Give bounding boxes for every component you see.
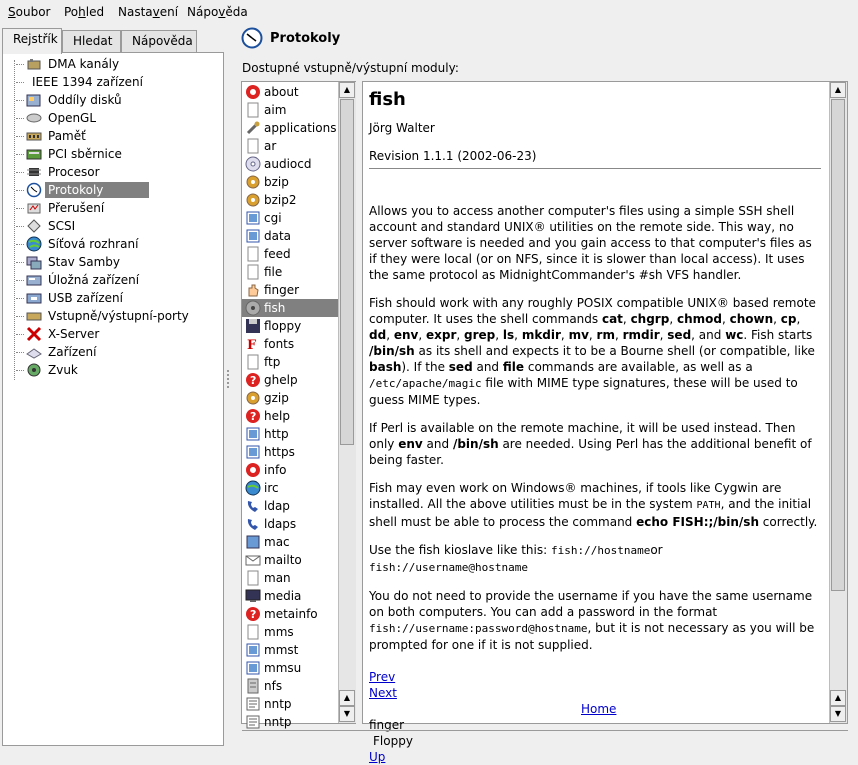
module-blue-icon [245,660,261,676]
module-gear-icon [245,174,261,190]
module-globe-icon [245,480,261,496]
module-label: feed [264,247,291,261]
tree-item-za-zen-[interactable] [2,343,222,361]
module-mac-icon [245,534,261,550]
module-item-mailto[interactable] [242,551,338,569]
tree-branch-line [16,370,24,371]
tree-item-scsi[interactable] [2,217,222,235]
opengl-icon [26,110,42,126]
module-item-media[interactable] [242,587,338,605]
shell-command: cp [780,312,797,326]
module-phone-icon [245,516,261,532]
doc-scroll-up-2[interactable]: ▲ [830,690,846,706]
tree-branch-line [16,136,24,137]
module-label: floppy [264,319,302,333]
module-label: mms [264,625,294,639]
svg-text:?: ? [250,410,257,423]
tree-item-label: Zvuk [48,363,78,377]
modules-scroll-thumb[interactable] [340,99,354,445]
module-item-bzip[interactable] [242,173,338,191]
tree-branch-line [16,226,24,227]
tree-branch-line [16,208,24,209]
module-item-https[interactable] [242,443,338,461]
tree-item-pci-sb-rnice[interactable] [2,145,222,163]
tab-hledat[interactable] [62,30,121,52]
module-font-icon [245,336,261,352]
tree-item-s-ov-rozhran-[interactable] [2,235,222,253]
module-label: cgi [264,211,282,225]
module-label: fonts [264,337,295,351]
nav-up-link[interactable]: Up [369,750,386,764]
module-label: ldap [264,499,290,513]
module-item-nfs[interactable] [242,677,338,695]
module-label: mmst [264,643,299,657]
module-label: man [264,571,291,585]
tree-item-p-eru-en-[interactable] [2,199,222,217]
module-item-man[interactable] [242,569,338,587]
module-blue-icon [245,642,261,658]
module-doc-icon [245,264,261,280]
tree-item-label: PCI sběrnice [48,147,122,161]
module-item-fonts[interactable] [242,335,338,353]
module-server-icon [245,678,261,694]
shell-command: mv [568,328,589,342]
module-news-icon [245,714,261,730]
module-label: audiocd [264,157,312,171]
module-cd-icon [245,156,261,172]
module-label: ghelp [264,373,298,387]
doc-para-1: Allows you to access another computer's files using a simple SSH shell account and standard UNIX® utilities on the remote side. This way, no server software is needed and you gain access to that computer's files as if they were local (or on NFS, since it is slower than local access). It uses the same protocol as MidnightCommander's #sh VFS handler. [369,204,812,282]
module-label: irc [264,481,279,495]
module-item-ftp[interactable] [242,353,338,371]
module-item-file[interactable] [242,263,338,281]
module-item-gzip[interactable] [242,389,338,407]
module-item-audiocd[interactable] [242,155,338,173]
module-blue-icon [245,426,261,442]
tree-item-label: Oddíly disků [48,93,122,107]
samba-icon [26,254,42,270]
tree-item-label: DMA kanály [48,57,120,71]
tree-branch-line [16,82,24,83]
tab-hledat-label: Hledat [73,34,113,48]
module-label: mmsu [264,661,302,675]
svg-text:?: ? [250,374,257,387]
module-label: about [264,85,299,99]
doc-para-5: Use the fish kioslave like this: fish://hostnameor fish://username@hostname [369,543,663,574]
module-label: aim [264,103,287,117]
tab-napoveda[interactable] [121,30,197,52]
tree-item-usb-za-zen-[interactable] [2,289,222,307]
document-view[interactable] [362,81,848,764]
tree-item-label: Protokoly [45,182,149,198]
tree-branch-line [16,64,24,65]
module-item-data[interactable] [242,227,338,245]
usb-icon [26,290,42,306]
module-red-icon [245,84,261,100]
module-label: ldaps [264,517,297,531]
tree-item-procesor[interactable] [2,163,222,181]
doc-scroll-down[interactable]: ▼ [830,706,846,722]
document-content [369,82,821,764]
module-mail-icon [245,552,261,568]
module-doc-icon [245,246,261,262]
protocols-header-icon [241,27,263,49]
module-blue-icon [245,228,261,244]
dma-icon [26,56,42,72]
module-item-metainfo[interactable] [242,605,338,623]
doc-scroll-up[interactable]: ▲ [830,82,846,98]
cpu-icon [26,164,42,180]
modules-scroll-up-2[interactable]: ▲ [339,690,355,706]
shell-command: mkdir [521,328,561,342]
doc-nav [369,665,821,716]
module-label: nfs [264,679,283,693]
tab-napoveda-label: Nápověda [132,34,193,48]
module-red-icon [245,462,261,478]
module-item-ghelp[interactable] [242,371,338,389]
tab-rejstrik-label: Rejstřík [13,32,58,46]
module-monitor-icon [245,588,261,604]
page-title: Protokoly [270,31,341,46]
modules-list[interactable] [241,81,356,729]
module-item-nntp[interactable] [242,713,338,731]
doc-para-4: Fish may even work on Windows® machines, if tools like Cygwin are installed. All the above utilities must be in the system PATH, and the initial shell must be able to process the command echo FISH:;/bin/sh correctly. [369,481,818,529]
tree-branch-line [16,118,24,119]
document-scrollbar[interactable] [829,82,847,723]
module-label: bzip [264,175,289,189]
module-item-mmsu[interactable] [242,659,338,677]
module-label: applications [264,121,337,135]
tree-branch-line [16,262,24,263]
doc-para-3: If Perl is available on the remote machine, it will be used instead. Then only env and /bin/sh are needed. Using Perl has the additional benefit of being faster. [369,421,812,467]
module-blue-icon [245,210,261,226]
module-label: fish [264,301,286,315]
tree-item-label: X-Server [48,327,100,341]
module-help-icon [245,372,261,388]
tree-item-label: USB zařízení [48,291,123,305]
module-label: data [264,229,292,243]
module-item-finger[interactable] [242,281,338,299]
nav-prev-link[interactable]: Prev [369,670,396,684]
module-label: metainfo [264,607,318,621]
storage-icon [26,272,42,288]
module-label: media [264,589,302,603]
tree-branch-line [16,334,24,335]
module-label: https [264,445,295,459]
module-label: file [264,265,283,279]
tree-branch-line [16,190,24,191]
module-item-floppy[interactable] [242,317,338,335]
tree-item-pam-[interactable] [2,127,222,145]
tree-item-label: Síťová rozhraní [48,237,139,251]
devices-icon [26,344,42,360]
module-item-info[interactable] [242,461,338,479]
tree-item-label: Přerušení [48,201,105,215]
module-blue-icon [245,444,261,460]
module-item-bzip2[interactable] [242,191,338,209]
module-floppy-icon [245,318,261,334]
tree-item-label: Zařízení [48,345,97,359]
module-item-nntp[interactable] [242,695,338,713]
tree-item-label: SCSI [48,219,76,233]
module-hand-icon [245,282,261,298]
modules-heading: Dostupné vstupně/výstupní moduly: [242,61,459,75]
tree-item-label: IEEE 1394 zařízení [32,75,143,89]
module-label: bzip2 [264,193,297,207]
tree-branch-line [16,280,24,281]
module-item-http[interactable] [242,425,338,443]
module-help-icon [245,606,261,622]
module-item-ldaps[interactable] [242,515,338,533]
tree-branch-line [16,298,24,299]
module-item-aim[interactable] [242,101,338,119]
status-bar [242,730,848,731]
svg-text:F: F [247,338,257,353]
shell-command: sed [667,328,692,342]
tree-branch-line [16,172,24,173]
module-doc-icon [245,624,261,640]
module-disk-icon [245,300,261,316]
module-item-ar[interactable] [242,137,338,155]
sound-icon [26,362,42,378]
module-doc-icon [245,138,261,154]
modules-scrollbar[interactable] [338,82,356,723]
tree-item-label: Procesor [48,165,100,179]
module-label: info [264,463,287,477]
tree-item-label: Paměť [48,129,86,143]
doc-para-2: Fish should work with any roughly POSIX compatible UNIX® based remote computer. It uses the shell commands cat, chgrp, chmod, chown, cp, dd, env, expr, grep, ls, mkdir, mv, rm, rmdir, sed, and wc. Fish starts /bin/sh as its shell and expects it to be a Bourne shell (or compatible, like bash). If the sed and file commands are available, as well as a /etc/apache/magic file with MIME type signatures, these will be used to guess MIME types. [369,296,816,407]
nav-prev-title: finger [369,718,405,732]
doc-para-6: You do not need to provide the username if you have the same username on both computers. You can add a password in the format fish://username:password@hostname, but it is not necessary as you will be prompted for one if it is not supplied. [369,589,815,652]
tree-item-label: Stav Samby [48,255,120,269]
tree-item--lo-n-za-zen-[interactable] [2,271,222,289]
module-phone-icon [245,498,261,514]
tree-branch-line [16,154,24,155]
module-label: mac [264,535,290,549]
shell-command: env [393,328,419,342]
io-ports-icon [26,308,42,324]
tree-item-label: Úložná zařízení [48,273,140,287]
module-label: ftp [264,355,281,369]
tree-item-stav-samby[interactable] [2,253,222,271]
module-item-mac[interactable] [242,533,338,551]
shell-command: rmdir [622,328,660,342]
module-tools-icon [245,120,261,136]
module-item-ldap[interactable] [242,497,338,515]
tree-item-ieee-1394-za-zen-[interactable] [2,73,222,91]
tab-rejstrik[interactable] [2,28,62,54]
module-doc-icon [245,570,261,586]
modules-scroll-down[interactable]: ▼ [339,706,355,722]
doc-title: fish [369,89,406,110]
menu-napoveda[interactable]: Nápověda [187,5,248,19]
module-label: gzip [264,391,289,405]
doc-nav-footer [369,713,821,764]
nav-home-link[interactable]: Home [581,702,617,716]
shell-command: rm [596,328,615,342]
tree-item-vstupn-v-stupn-porty[interactable] [2,307,222,325]
module-doc-icon [245,102,261,118]
module-item-feed[interactable] [242,245,338,263]
module-label: help [264,409,290,423]
nav-next-title: Floppy [373,734,413,748]
module-gear-icon [245,390,261,406]
module-item-applications[interactable] [242,119,338,137]
nav-next-link[interactable]: Next [369,686,397,700]
module-item-mmst[interactable] [242,641,338,659]
shell-command: chmod [676,312,722,326]
x-server-icon [26,326,42,342]
tree-item-protokoly[interactable] [2,181,222,199]
shell-command: grep [464,328,496,342]
tree-item-zvuk[interactable] [2,361,222,379]
module-news-icon [245,696,261,712]
disk-partitions-icon [26,92,42,108]
module-label: nntp [264,697,292,711]
menubar [0,0,858,24]
shell-command: ls [502,328,515,342]
doc-scroll-thumb[interactable] [831,99,845,591]
tree-branch-line [16,316,24,317]
tree-branch-line [16,244,24,245]
module-label: ar [264,139,277,153]
module-label: mailto [264,553,302,567]
scsi-icon [26,218,42,234]
shell-command: cat [601,312,623,326]
tree-item-label: Vstupně/výstupní-porty [48,309,189,323]
shell-command: chown [729,312,774,326]
svg-text:?: ? [250,608,257,621]
module-item-fish[interactable] [242,299,338,317]
module-gear-icon [245,192,261,208]
tree-branch-line [16,100,24,101]
module-item-cgi[interactable] [242,209,338,227]
module-label: http [264,427,289,441]
tree-item-dma-kan-ly[interactable] [2,55,222,73]
tree-branch-line [16,352,24,353]
module-label: finger [264,283,300,297]
tree-item-label: OpenGL [48,111,97,125]
module-doc-icon [245,354,261,370]
module-item-mms[interactable] [242,623,338,641]
pci-icon [26,146,42,162]
module-label: nntp [264,715,292,729]
tree-item-opengl[interactable] [2,109,222,127]
module-help-icon [245,408,261,424]
shell-command: chgrp [630,312,670,326]
doc-author: Jörg Walter [369,121,435,135]
tree-item-x-server[interactable] [2,325,222,343]
menu-pohled[interactable]: Pohled [64,5,105,19]
menu-soubor[interactable]: Soubor [8,5,51,19]
module-item-irc[interactable] [242,479,338,497]
shell-command: dd [369,328,387,342]
network-icon [26,236,42,252]
module-item-about[interactable] [242,83,338,101]
menu-nastaveni[interactable]: Nastavení [118,5,179,19]
memory-icon [26,128,42,144]
interrupts-icon [26,200,42,216]
tree-rows [2,55,224,395]
protocols-icon [26,182,42,198]
doc-revision: Revision 1.1.1 (2002-06-23) [369,149,537,163]
module-item-help[interactable] [242,407,338,425]
shell-command: expr [425,328,457,342]
splitter-handle-left[interactable] [227,370,230,390]
tree-item-odd-ly-disk-[interactable] [2,91,222,109]
modules-scroll-up[interactable]: ▲ [339,82,355,98]
